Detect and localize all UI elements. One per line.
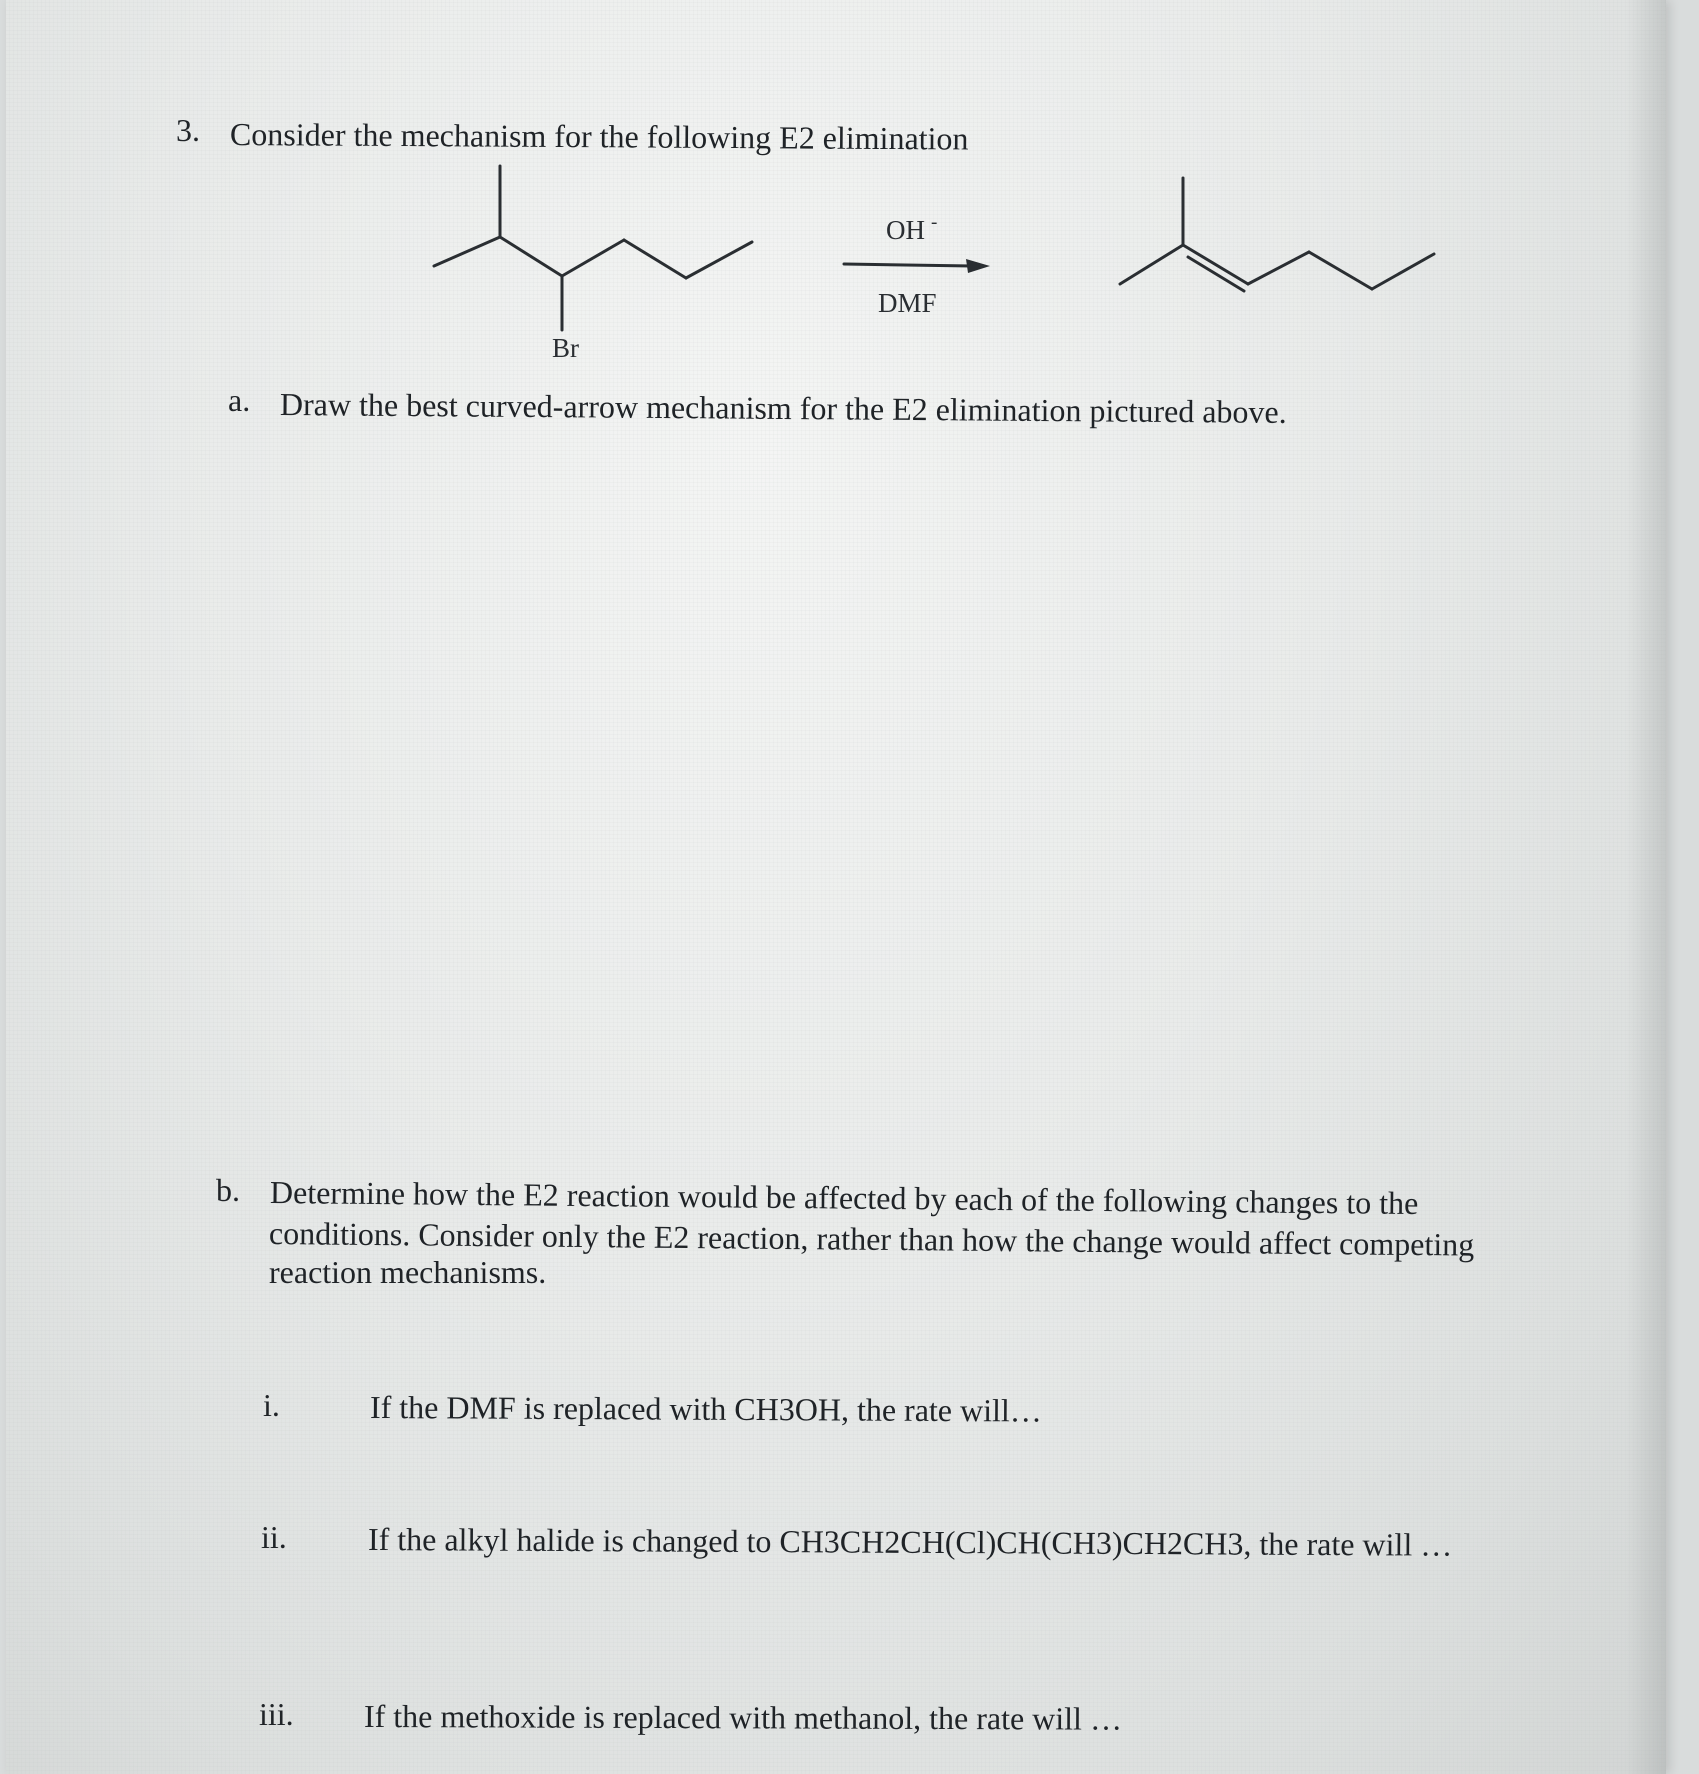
subpart-i-text: If the DMF is replaced with CH3OH, the rate will… — [369, 1389, 1042, 1429]
reaction-arrow-shaft — [844, 264, 972, 266]
reactant-c3-c4-bond — [562, 240, 624, 276]
question-title: Consider the mechanism for the following E2 elimination — [229, 116, 969, 157]
product-c3-c4-bond — [1248, 252, 1309, 284]
question-number: 3. — [176, 112, 200, 148]
product-double-bond-outer — [1183, 245, 1248, 284]
part-a-marker: a. — [228, 382, 251, 418]
reactant-c5-c6-bond — [686, 242, 752, 278]
subpart-iii-text: If the methoxide is replaced with methanol, the rate will … — [363, 1698, 1123, 1737]
reagent-charge: - — [931, 212, 938, 233]
product-double-bond-inner — [1188, 257, 1244, 291]
product-c5-c6-bond — [1372, 254, 1434, 289]
part-b-marker: b. — [216, 1172, 240, 1208]
reactant-c2-c3-bond — [500, 237, 562, 276]
subpart-iii-marker: iii. — [259, 1696, 294, 1732]
reagent-label: OH — [886, 215, 925, 245]
worksheet-page — [6, 0, 1666, 1774]
part-b-prompt-line-2: conditions. Consider only the E2 reaction, rather than how the change would affect competing — [268, 1215, 1475, 1263]
product-left-methyl-bond — [1120, 245, 1183, 284]
product-c4-c5-bond — [1309, 252, 1372, 289]
part-a-prompt: Draw the best curved-arrow mechanism for the E2 elimination pictured above. — [279, 386, 1287, 430]
reactant-c4-c5-bond — [624, 240, 686, 278]
reaction-arrow-head — [966, 259, 990, 273]
subpart-ii-text: If the alkyl halide is changed to CH3CH2CH(Cl)CH(CH3)CH2CH3, the rate will … — [367, 1521, 1453, 1563]
part-b-prompt-line-3: reaction mechanisms. — [269, 1254, 547, 1290]
leaving-group-label: Br — [552, 333, 579, 363]
reactant-left-methyl-bond — [434, 237, 500, 266]
subpart-i-marker: i. — [263, 1387, 280, 1423]
solvent-label: DMF — [878, 288, 937, 318]
subpart-ii-marker: ii. — [261, 1519, 287, 1555]
part-b-prompt-line-1: Determine how the E2 reaction would be affected by each of the following changes to the — [269, 1174, 1419, 1222]
product-structure — [1120, 178, 1434, 291]
reactant-structure — [434, 166, 752, 330]
reaction-scheme — [6, 0, 1666, 380]
